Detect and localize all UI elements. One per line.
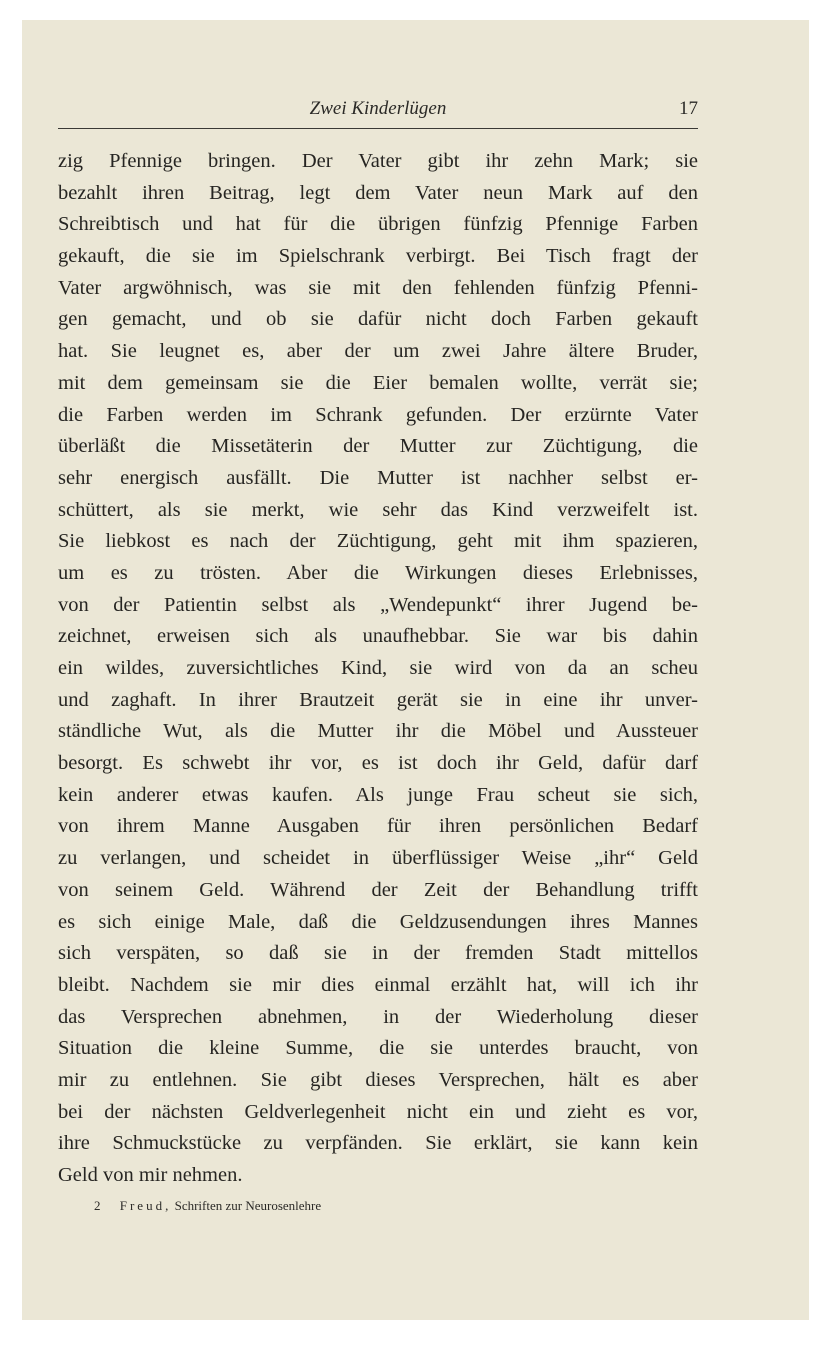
text-line: kein anderer etwas kaufen. Als junge Frau scheut sie sich, [58, 783, 698, 806]
text-line: hat. Sie leugnet es, aber der um zwei Jahre ältere Bruder, [58, 340, 698, 363]
body-text [58, 146, 698, 1192]
text-line: das Versprechen abnehmen, in der Wiederholung dieser [58, 1005, 698, 1028]
text-line: besorgt. Es schwebt ihr vor, es ist doch ihr Geld, dafür darf [58, 752, 698, 775]
text-line: gekauft, die sie im Spielschrank verbirgt. Bei Tisch fragt der [58, 245, 698, 268]
text-line: sich verspäten, so daß sie in der fremden Stadt mittellos [58, 942, 698, 965]
text-line: mit dem gemeinsam sie die Eier bemalen wollte, verrät sie; [58, 371, 698, 394]
text-line: Geld von mir nehmen. [58, 1164, 243, 1186]
text-line: Schreibtisch und hat für die übrigen fünfzig Pfennige Farben [58, 213, 698, 236]
text-line: ihre Schmuckstücke zu verpfänden. Sie erklärt, sie kann kein [58, 1132, 698, 1155]
text-line: zu verlangen, und scheidet in überflüssiger Weise „ihr“ Geld [58, 847, 698, 870]
signature-line [94, 1198, 321, 1214]
text-line: ein wildes, zuversichtliches Kind, sie wird von da an scheu [58, 657, 698, 679]
running-header [58, 98, 698, 122]
text-line: es sich einige Male, daß die Geldzusendungen ihres Mannes [58, 910, 698, 933]
text-line: Sie liebkost es nach der Züchtigung, geht mit ihm spazieren, [58, 530, 698, 553]
text-line: zeichnet, erweisen sich als unaufhebbar. Sie war bis dahin [58, 625, 698, 648]
text-line: um es zu trösten. Aber die Wirkungen dieses Erlebnisses, [58, 561, 698, 584]
text-line: überläßt die Missetäterin der Mutter zur Züchtigung, die [58, 435, 698, 458]
text-line: von ihrem Manne Ausgaben für ihren persönlichen Bedarf [58, 815, 698, 838]
text-line: gen gemacht, und ob sie dafür nicht doch Farben gekauft [58, 308, 698, 331]
page-number: 17 [679, 98, 698, 119]
signature-number: 2 [94, 1198, 101, 1213]
text-line: mir zu entlehnen. Sie gibt dieses Versprechen, hält es aber [58, 1068, 698, 1091]
header-rule [58, 128, 698, 129]
text-line: bleibt. Nachdem sie mir dies einmal erzählt hat, will ich ihr [58, 973, 698, 996]
text-line: Situation die kleine Summe, die sie unterdes braucht, von [58, 1037, 698, 1060]
text-line: sehr energisch ausfällt. Die Mutter ist nachher selbst er- [58, 466, 698, 489]
text-line: Vater argwöhnisch, was sie mit den fehlenden fünfzig Pfenni- [58, 276, 698, 299]
signature-work: Schriften zur Neurosenlehre [174, 1198, 322, 1213]
text-line: schüttert, als sie merkt, wie sehr das Kind verzweifelt ist. [58, 498, 698, 521]
text-line: bei der nächsten Geldverlegenheit nicht ein und zieht es vor, [58, 1100, 698, 1123]
text-line: von der Patientin selbst als „Wendepunkt“ ihrer Jugend be- [58, 593, 698, 616]
text-line: zig Pfennige bringen. Der Vater gibt ihr zehn Mark; sie [58, 150, 698, 172]
text-line: die Farben werden im Schrank gefunden. Der erzürnte Vater [58, 403, 698, 426]
chapter-title: Zwei Kinderlügen [309, 98, 447, 119]
text-line: und zaghaft. In ihrer Brautzeit gerät sie in eine ihr unver- [58, 688, 698, 711]
text-line: bezahlt ihren Beitrag, legt dem Vater neun Mark auf den [58, 181, 698, 204]
signature-author: Freud, [119, 1198, 172, 1213]
text-line: von seinem Geld. Während der Zeit der Behandlung trifft [58, 878, 698, 901]
text-line: ständliche Wut, als die Mutter ihr die Möbel und Aussteuer [58, 720, 698, 743]
